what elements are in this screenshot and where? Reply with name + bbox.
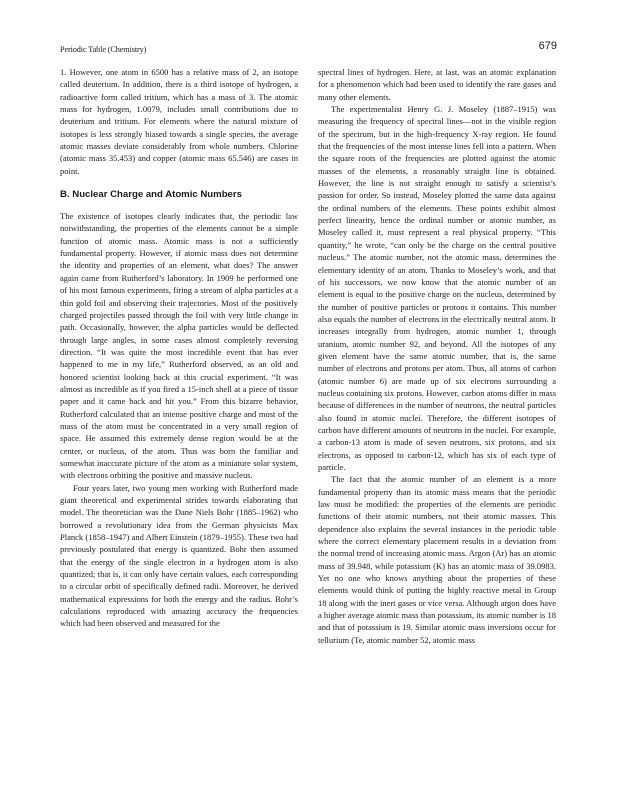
right-column xyxy=(318,66,556,646)
paragraph-bohr-model: Four years later, two young men working with Rutherford made giant theoretical and experimental strides towards elaborating that model. The theoretician was the Dane Niels Bohr (1885–1962) who borrowed a revolutionary idea from the German physicists Max Planck (1858–1947) and Albert Einstein (1879–1955). These two had previously postulated that energy is quantized. Bohr then assumed that the energy of the single electron in a hydrogen atom is also quantized; that is, it can only have certain values, each corresponding to a circular orbit of specifically defined radii. Moreover, he derived mathematical expressions for both the energy and the radius. Bohr’s calculations reproduced with amazing accuracy the frequencies which had been observed and measured for the xyxy=(60,482,298,629)
paragraph-moseley: The experimentalist Henry G. J. Moseley (1887–1915) was measuring the frequency of spectral lines—not in the visible region of the spectrum, but in the high-frequency X-ray region. He found that the frequencies of the most intense lines fell into a pattern. When the square roots of the frequencies are plotted against the atomic masses of the elements, a reasonably straight line is obtained. However, the line is not straight enough to satisfy a scientist’s passion for order. So instead, Moseley plotted the same data against the ordinal numbers of the elements. These points exhibit almost perfect linearity, hence the ordinal number or atomic number, as Moseley called it, must represent a real physical property. “This quantity,” he wrote, “can only be the charge on the central positive nucleus.” The atomic number, not the atomic mass, determines the elementary identity of an atom. Thanks to Moseley’s work, and that of his successors, we now know that the atomic number of an element is equal to the positive charge on the nucleus, determined by the number of positive particles or protons it contains. This number also equals the number of electrons in the electrically neutral atom. It increases integrally from hydrogen, atomic number 1, through uranium, atomic number 92, and beyond. All the isotopes of any given element have the same atomic number, that is, the same number of electrons and protons per atom. Thus, all atoms of carbon (atomic number 6) are made up of six electrons surrounding a nucleus containing six protons. However, carbon atoms differ in mass because of differences in the number of neutrons, the neutral particles also found in atomic nuclei. Therefore, the different isotopes of carbon have different amounts of neutrons in the nuclei. For example, a carbon-13 atom is made of seven neutrons, six protons, and six electrons, as opposed to carbon-12, which has six of each type of particle. xyxy=(318,104,556,472)
section-heading: B. Nuclear Charge and Atomic Numbers xyxy=(60,189,242,201)
paragraph-rutherford-experiment: The existence of isotopes clearly indicates that, the periodic law notwithstanding, the properties of the elements cannot be a simple function of atomic mass. Atomic mass is not a sufficiently fundamental property. However, if atomic mass does not determine the identity and properties of an element, what does? The answer again came from Rutherford’s laboratory. In 1909 he performed one of his most famous experiments, firing a stream of alpha particles at a thin gold foil and observing their trajectories. Most of the positively charged projectiles passed through the foil with very little change in path. Occasionally, however, the alpha particles would be deflected through large angles, in some cases almost completely reversing direction. “It was quite the most incredible event that has ever happened to me in my life,” Rutherford observed, as an old and honored scientist looking back at this crucial experiment. “It was almost as incredible as if you fired a 15-inch shell at a piece of tissue paper and it came back and hit you.” From this bizarre behavior, Rutherford calculated that an intense positive charge and most of the mass of the atom must be concentrated in a very small region of space. He assumed this extremely dense region would be at the center, or nucleus, of the atom. Thus was born the familiar and somewhat inaccurate picture of the atom as a miniature solar system, with electrons orbiting the positive and massive nucleus. xyxy=(60,211,298,481)
left-column xyxy=(60,66,298,630)
page-number: 679 xyxy=(538,40,557,52)
running-head: Periodic Table (Chemistry) xyxy=(60,45,147,54)
paragraph-isotope-masses: 1. However, one atom in 6500 has a relative mass of 2, an isotope called deuterium. In addition, there is a third isotope of hydrogen, a radioactive form called tritium, which has a mass of 3. The atomic mass for hydrogen, 1.0079, includes small contributions due to deuterium and tritium. For elements where the natural mixture of isotopes is less strongly biased towards a single species, the average atomic masses deviate considerably from whole numbers. Chlorine (atomic mass 35.453) and copper (atomic mass 65.546) are cases in point. xyxy=(60,67,298,176)
paragraph-atomic-number-fact: The fact that the atomic number of an element is a more fundamental property than its atomic mass means that the periodic law must be modified: the properties of the elements are periodic functions of their atomic numbers, not their atomic masses. This dependence also explains the several instances in the periodic table where the correct elementary placement results in a deviation from the normal trend of increasing atomic mass. Argon (Ar) has an atomic mass of 39.948, while potassium (K) has an atomic mass of 39.0983. Yet no one who knows anything about the properties of these elements would think of putting the highly reactive metal in Group 18 along with the inert gases or vice versa. Although argon does have a higher average atomic mass than potassium, its atomic number is 18 and that of potassium is 19. Similar atomic mass inversions occur for tellurium (Te, atomic number 52, atomic mass xyxy=(318,474,556,645)
paragraph-spectral-lines: spectral lines of hydrogen. Here, at last, was an atomic explanation for a phenomenon which had been used to identify the rare gases and many other elements. xyxy=(318,67,556,102)
